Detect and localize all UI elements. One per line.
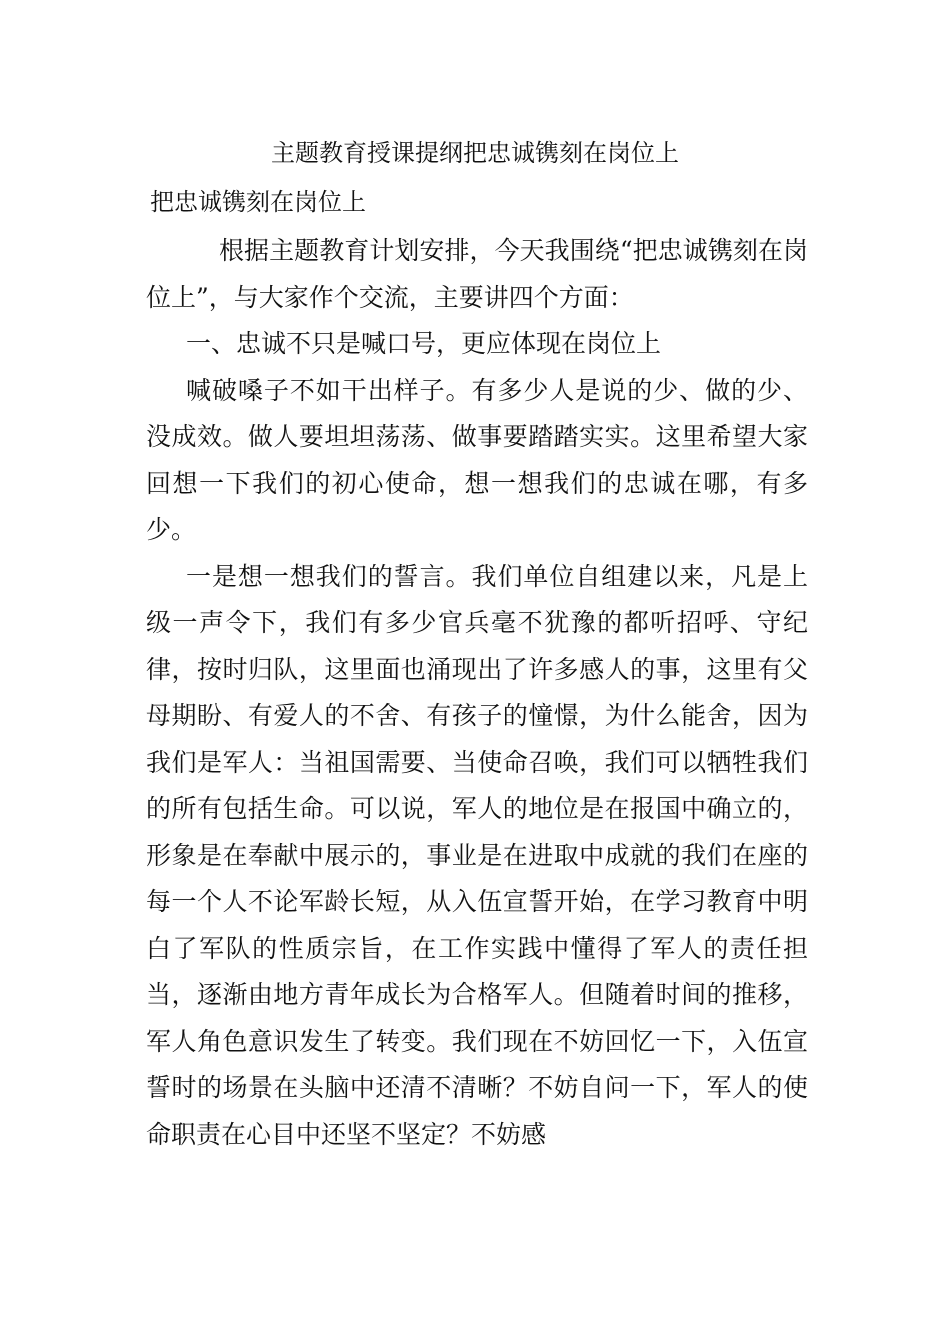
paragraph: 喊破嗓子不如干出样子。有多少人是说的少、做的少、没成效。做人要坦坦荡荡、做事要踏踏实实。这里希望大家回想一下我们的初心使命，想一想我们的忠诚在哪，有多少。 (146, 375, 808, 544)
paragraph: 一是想一想我们的誓言。我们单位自组建以来，凡是上级一声令下，我们有多少官兵毫不犹豫的都听招呼、守纪律，按时归队，这里面也涌现出了许多感人的事，这里有父母期盼、有爱人的不舍、有孩子的憧憬，为什么能舍，因为我们是军人：当祖国需要、当使命召唤，我们可以牺牲我们的所有包括生命。可以说，军人的地位是在报国中确立的，形象是在奉献中展示的，事业是在进取中成就的我们在座的每一个人不论军龄长短，从入伍宣誓开始，在学习教育中明白了军队的性质宗旨，在工作实践中懂得了军人的责任担当，逐渐由地方青年成长为合格军人。但随着时间的推移，军人角色意识发生了转变。我们现在不妨回忆一下，入伍宣誓时的场景在头脑中还清不清晰？不妨自问一下，军人的使命职责在心目中还坚不坚定？不妨感 (146, 561, 808, 1149)
section-heading: 一、忠诚不只是喊口号，更应体现在岗位上 (186, 329, 662, 358)
document-subtitle: 把忠诚镌刻在岗位上 (150, 188, 366, 216)
document-body (146, 228, 808, 1158)
document-title: 主题教育授课提纲把忠诚镌刻在岗位上 (271, 139, 679, 167)
paragraph-intro: 根据主题教育计划安排，今天我围绕“把忠诚镌刻在岗位上”，与大家作个交流，主要讲四个方面： (146, 236, 808, 312)
